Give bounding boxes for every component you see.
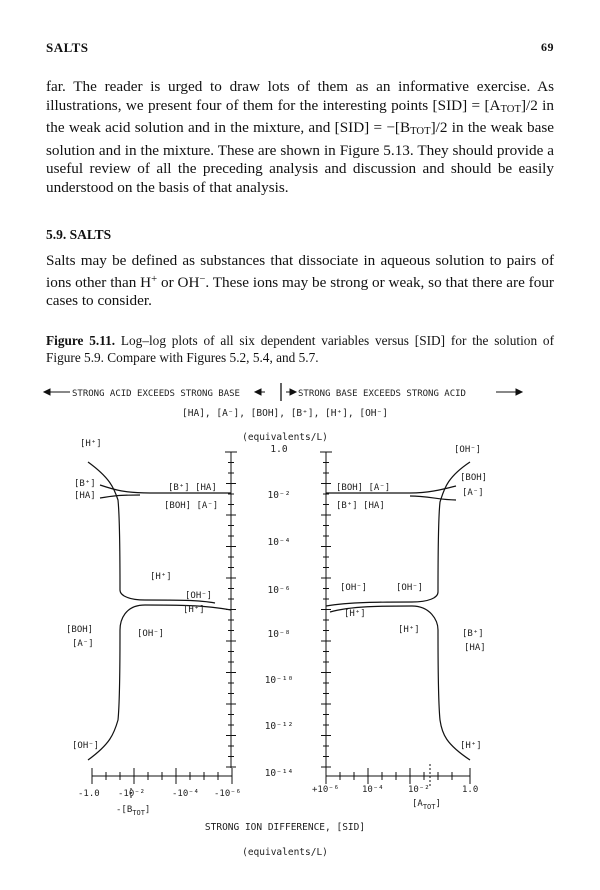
y-tick-label: 10⁻⁸ [267,629,291,640]
curve-b-ha-right [410,496,456,500]
y-tick-label: 1.0 [270,444,288,455]
curve-boh-a-left [100,495,140,498]
x-tick-right-4: 1.0 [462,785,479,795]
label-boh-a-right-mid: [BOH] [A⁻] [336,483,391,493]
header-right-label: STRONG BASE EXCEEDS STRONG ACID [298,389,466,399]
x-tick-right-1: +10⁻⁶ [312,785,340,795]
section-title: SALTS [69,227,112,242]
y-tick-label: 10⁻¹⁰ [264,675,294,686]
label-boh-left: [BOH] [66,625,94,635]
label-oh-left-low: [OH⁻] [137,629,165,639]
x-tick-left-4: -10⁻⁶ [214,789,242,799]
intro-paragraph: far. The reader is urged to draw lots of them as an informative exercise. As illustrations, we present four of them for the interesting points $[SID] = [A_{TOT}]/2$ in the weak acid solution and in the mixture, and $[SID] = -[B_{TOT}]/2$ in the weak base solution and in the mixture. These are shown in Figure 5.13. They should provide a useful review of all the preceding analysis and discussion and should be easily understood on the basis of that analysis. [46,78,554,196]
x-tick-right-3: 10⁻² [408,785,430,795]
page-number: 69 [541,40,554,54]
label-a-left: [A⁻] [72,639,94,649]
salts-paragraph: Salts may be defined as substances that dissociate in aqueous solution to pairs of ions other than H+ or OH−. These ions may be strong or weak, so that there are four cases to consider. [46,252,554,310]
figure-label: Figure 5.11. [46,333,116,348]
y-tick-label: 10⁻¹⁴ [264,768,294,779]
x-axis-label: STRONG ION DIFFERENCE, [SID] [204,822,366,833]
running-head-section: SALTS [46,40,89,55]
label-b-ha-right-mid: [B⁺] [HA] [336,501,385,511]
y-tick-label: 10⁻² [267,490,291,501]
label-h-right-bottom: [H⁺] [460,741,482,751]
label-h-mid-left2: [H⁺] [183,605,205,615]
label-h-left-top: [H⁺] [80,439,102,449]
y-tick-label: 10⁻¹² [264,721,294,732]
label-h-mid-left: [H⁺] [150,572,172,582]
label-h-right-low: [H⁺] [398,625,420,635]
label-ha-left: [HA] [74,491,96,501]
label-oh-mid-right2: [OH⁻] [396,583,424,593]
variables-line: [HA], [A⁻], [BOH], [B⁺], [H⁺], [OH⁻] [182,408,388,419]
label-oh-mid-left: [OH⁻] [185,591,213,601]
label-b-right-low: [B⁺] [462,629,484,639]
label-oh-mid-right: [OH⁻] [340,583,368,593]
x-tick-left-1: -1.0 [78,789,100,799]
label-h-mid-right: [H⁺] [344,609,366,619]
label-boh-right: [BOH] [460,473,488,483]
label-oh-right-top: [OH⁻] [454,445,482,455]
label-b-ha-mid: [B⁺] [HA] [168,483,217,493]
label-boh-a-mid: [BOH] [A⁻] [164,501,219,511]
x-marker-atot: $[A_{TOT}]$ [412,799,441,811]
y-tick-label: 10⁻⁴ [267,537,291,548]
header-left-label: STRONG ACID EXCEEDS STRONG BASE [72,389,240,399]
figure-caption-text: Log–log plots of all six dependent variables versus [SID] for the solution of Figure 5.9. Compare with Figures 5.2, 5.4, and 5.7. [46,333,554,365]
units-top: (equivalents/L) [242,432,328,443]
x-tick-left-2: -10⁻² [118,789,146,799]
y-tick-label: 10⁻⁶ [267,585,291,596]
x-axis-left [92,768,232,800]
x-marker-btot: $-[B_{TOT}]$ [116,805,151,817]
units-bottom: (equivalents/L) [242,847,328,858]
section-number: 5.9. [46,227,67,242]
label-ha-right-low: [HA] [464,643,486,653]
x-tick-left-3: -10⁻⁴ [172,789,200,799]
x-axis-right [326,764,470,788]
label-a-right: [A⁻] [462,488,484,498]
label-oh-left-bottom: [OH⁻] [72,741,100,751]
label-b-left: [B⁺] [74,479,96,489]
x-tick-right-2: 10⁻⁴ [362,785,384,795]
y-tick-labels [265,444,294,779]
